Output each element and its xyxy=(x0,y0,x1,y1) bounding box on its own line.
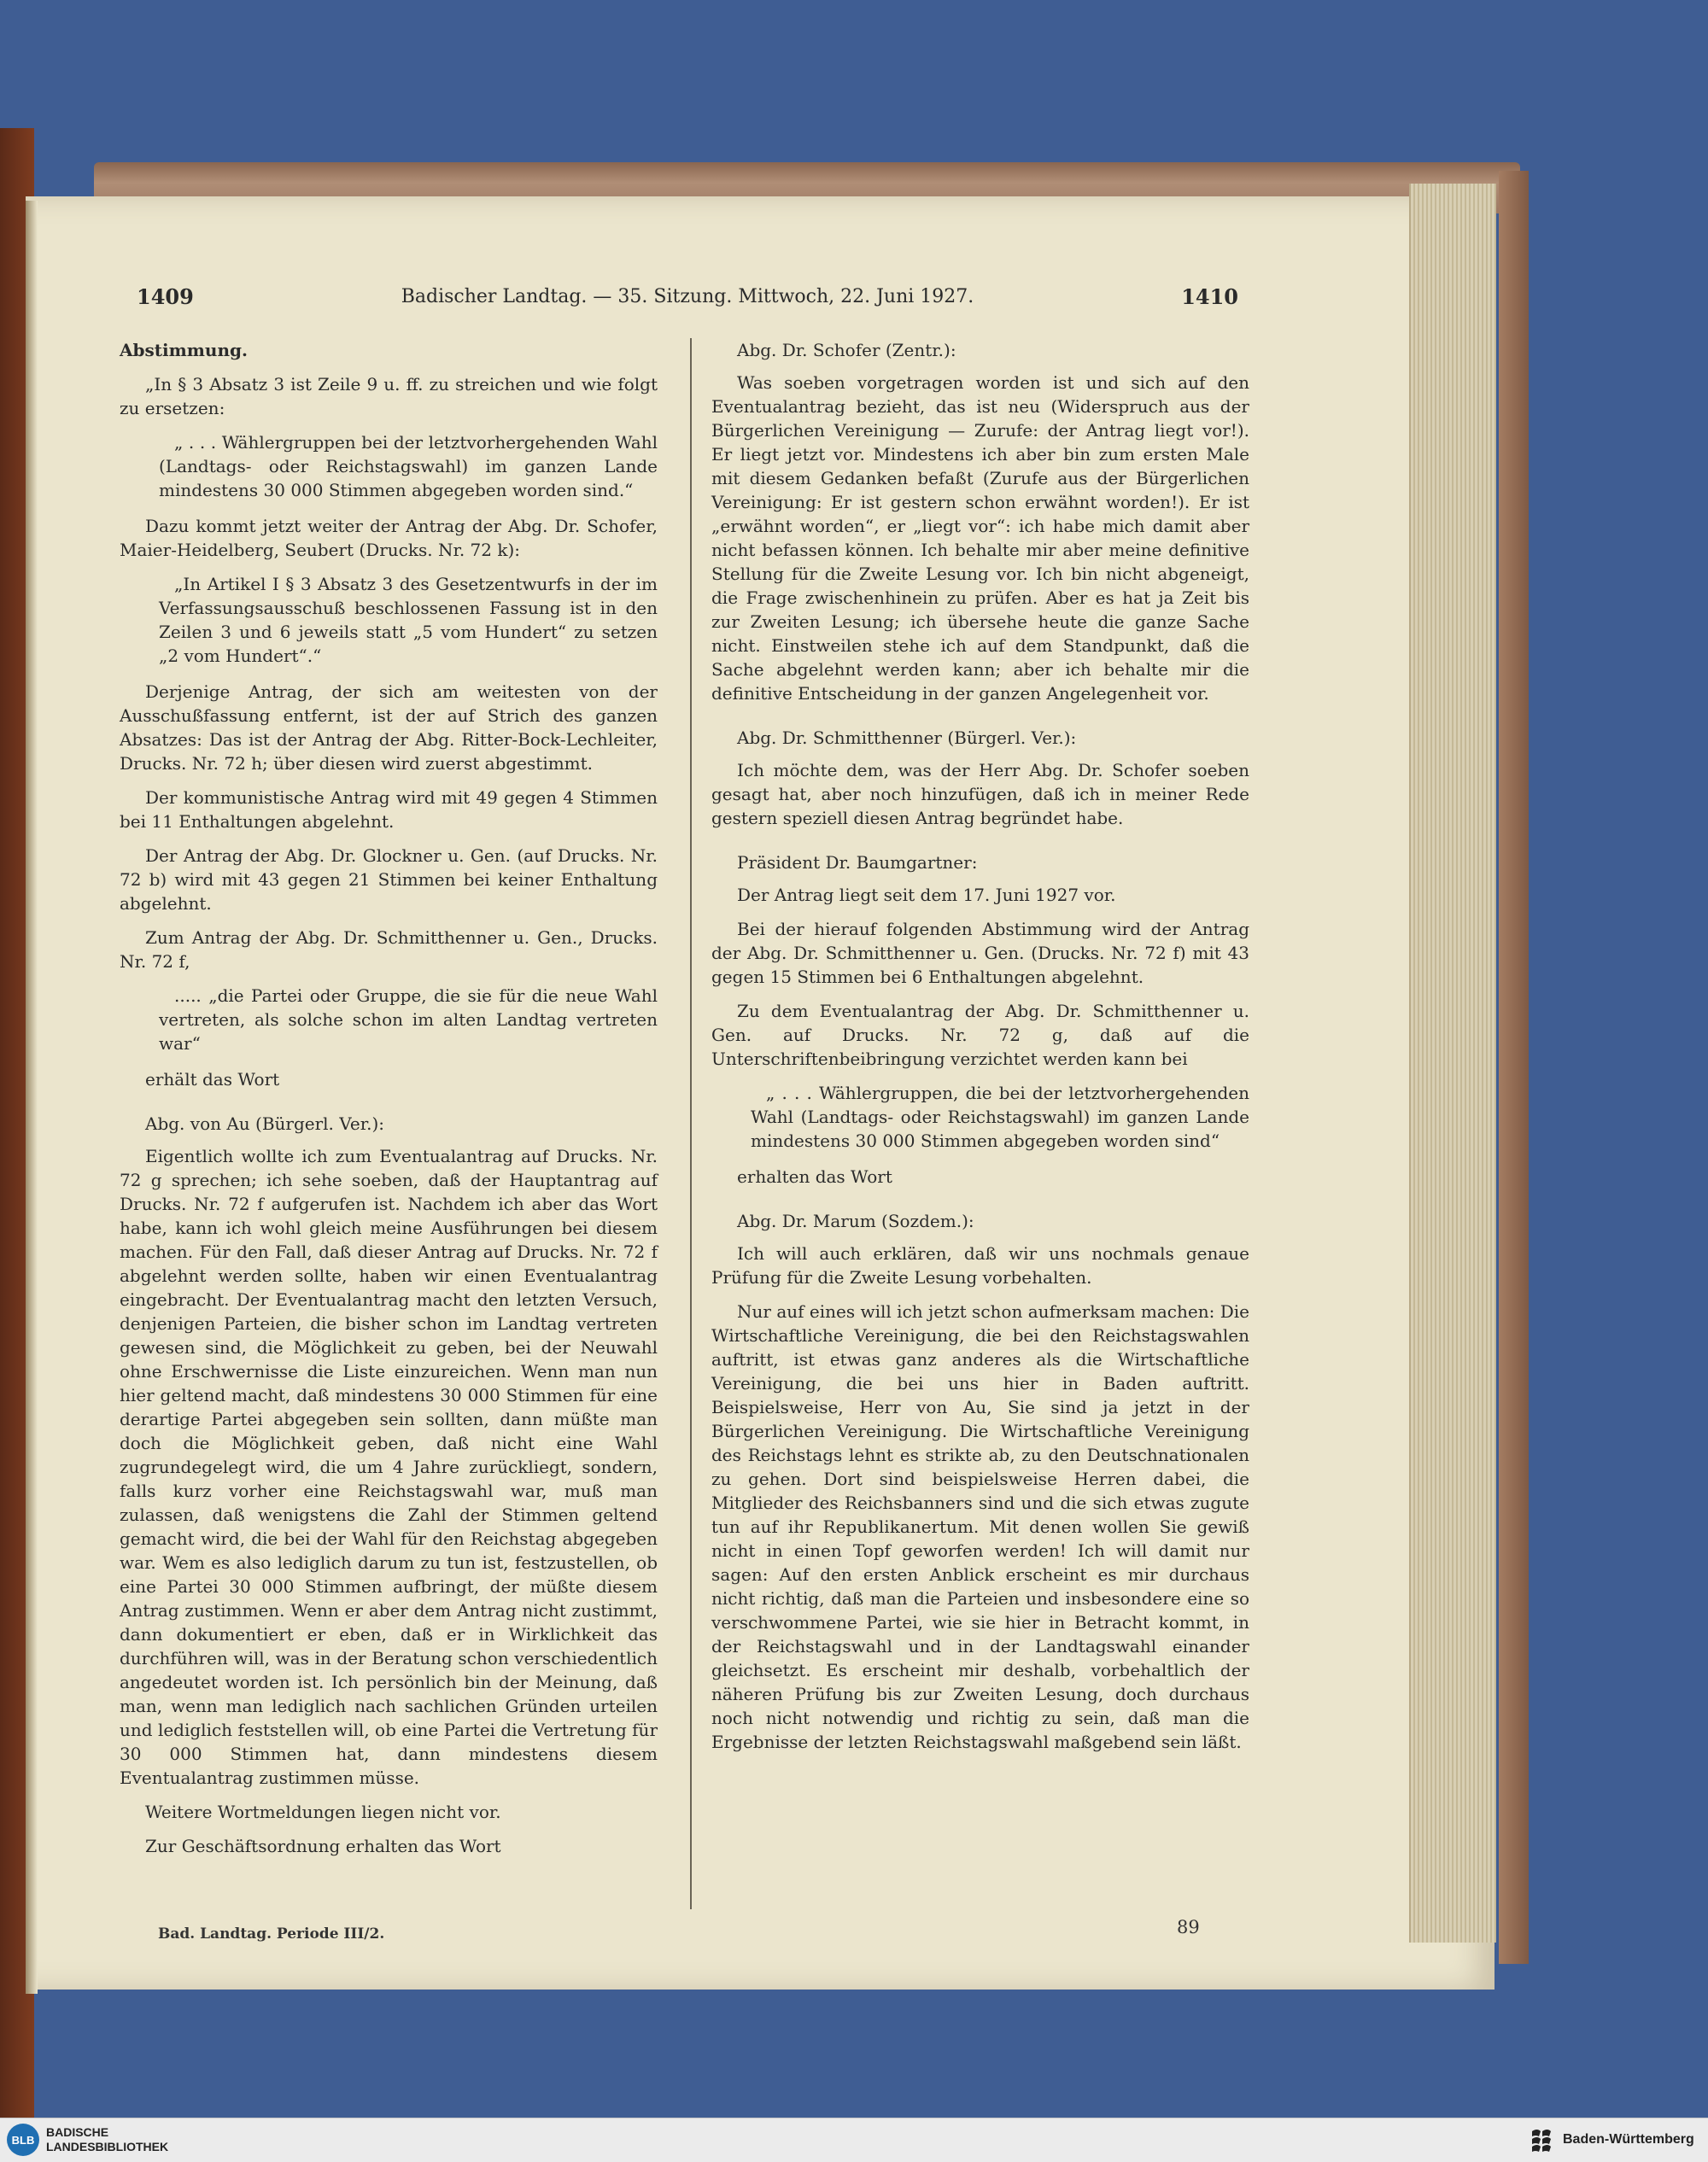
speaker-heading: Abg. Dr. Marum (Sozdem.): xyxy=(737,1211,974,1231)
speaker-heading: Abg. Dr. Schmitthenner (Bürgerl. Ver.): xyxy=(737,727,1077,748)
page-number-left: 1409 xyxy=(137,284,194,309)
paragraph: Der Antrag liegt seit dem 17. Juni 1927 vor. xyxy=(737,885,1116,905)
page-number-right: 1410 xyxy=(1181,284,1238,309)
blb-name-line1: BADISCHE xyxy=(46,2125,109,2139)
paragraph: Zum Antrag der Abg. Dr. Schmitthenner u. Gen., Drucks. Nr. 72 f, xyxy=(120,927,658,972)
footer-signature: Bad. Landtag. Periode III/2. xyxy=(158,1925,385,1943)
quote-block: „In Artikel I § 3 Absatz 3 des Gesetzentwurfs in der im Verfassungsausschuß beschlossenen Fassung ist in den Zeilen 3 und 6 jeweils statt „5 vom Hundert“ zu setzen „2 vom Hundert“.“ xyxy=(159,574,658,666)
paragraph: Der kommunistische Antrag wird mit 49 gegen 4 Stimmen bei 11 Enthaltungen abgelehnt. xyxy=(120,787,658,832)
right-column xyxy=(711,338,1249,1764)
blb-library-name[interactable] xyxy=(46,2125,168,2154)
section-heading: Abstimmung. xyxy=(120,340,248,360)
paragraph: Nur auf eines will ich jetzt schon aufmerksam machen: Die Wirtschaftliche Vereinigung, die bei den Reichstagswahlen auftritt, ist etwas ganz anderes als die Wirtschaftliche Vereinigung, die bei uns hier in Baden auftritt. Beispielsweise, Herr von Au, Sie sind ja jetzt in der Bürgerlichen Vereinigung. Die Wirtschaftliche Vereinigung des Reichstags lehnt es strikte ab, zu den Deutschnationalen zu gehen. Dort sind beispielsweise Herren dabei, die Mitglieder des Reichsbanners sind und die sich etwas zugute tun auf ihr Republikanertum. Mit denen wollen Sie gewiß nicht in einen Topf geworfen werden! Ich will damit nur sagen: Auf den ersten Anblick erscheint es mir durchaus nicht richtig, daß man die Parteien und insbesondere eine so verschwommene Partei, wie sie hier in Betracht kommt, in der Reichstagswahl und in der Landtagswahl einander gleichsetzt. Es erscheint mir deshalb, vorbehaltlich der näheren Prüfung bis zur Zweiten Lesung, doch durchaus noch nicht notwendig und richtig zu sein, daß man die Ergebnisse der letzten Reichstagswahl maßgebend sein läßt. xyxy=(711,1301,1249,1752)
blb-name-line2: LANDESBIBLIOTHEK xyxy=(46,2140,169,2153)
paragraph: erhält das Wort xyxy=(145,1069,280,1090)
footer-sheet-number: 89 xyxy=(1177,1917,1200,1937)
page-gutter xyxy=(26,201,38,1994)
running-title: Badischer Landtag. — 35. Sitzung. Mittwoch, 22. Juni 1927. xyxy=(401,286,974,307)
book-cover-right xyxy=(1499,171,1529,1964)
baden-wuerttemberg-lions-icon xyxy=(1529,2126,1554,2153)
paragraph: Weitere Wortmeldungen liegen nicht vor. xyxy=(145,1802,501,1822)
page-edges xyxy=(1409,184,1496,1943)
viewer-footer-bar xyxy=(0,2118,1708,2162)
paragraph: Was soeben vorgetragen worden ist und sich auf den Eventualantrag bezieht, das ist neu (Widerspruch aus der Bürgerlichen Vereinigung — Zurufe: der Antrag liegt vor!). Er liegt jetzt vor. Mindestens ich aber bin zum ersten Male mit diesem Gedanken befaßt (Zurufe aus der Bürgerlichen Vereinigung: Er ist gestern schon erwähnt worden!). Er ist „erwähnt worden“, er „liegt vor“: ich habe mich damit aber nicht befassen können. Ich behalte mir aber meine definitive Stellung für die Zweite Lesung vor. Ich bin nicht abgeneigt, die Frage zwischenhinein zu prüfen. Aber es hat ja Zeit bis zur Zweiten Lesung; ich übersehe heute die ganze Sache nicht. Einstweilen stehe ich auf dem Standpunkt, daß die Sache abgelehnt werden kann; aber ich behalte mir die definitive Entscheidung in der ganzen Angelegenheit vor. xyxy=(711,372,1249,704)
paragraph: Ich möchte dem, was der Herr Abg. Dr. Schofer soeben gesagt hat, aber noch hinzufügen, daß ich in meiner Rede gestern speziell diesen Antrag begründet habe. xyxy=(711,760,1249,828)
paragraph: Zu dem Eventualantrag der Abg. Dr. Schmitthenner u. Gen. auf Drucks. Nr. 72 g, daß auf die Unterschriftenbeibringung verzichtet werden kann bei xyxy=(711,1001,1249,1069)
page-header xyxy=(137,284,1238,318)
quote-block: „ . . . Wählergruppen bei der letztvorhergehenden Wahl (Landtags- oder Reichstagswahl) im ganzen Lande mindestens 30 000 Stimmen abgegeben worden sind.“ xyxy=(159,432,658,500)
speaker-heading: Abg. Dr. Schofer (Zentr.): xyxy=(737,340,956,360)
paragraph: Eigentlich wollte ich zum Eventualantrag auf Drucks. Nr. 72 g sprechen; ich sehe soeben, daß der Hauptantrag auf Drucks. Nr. 72 f aufgerufen ist. Nachdem ich aber das Wort habe, kann ich wohl gleich meine Ausführungen bei diesem machen. Für den Fall, daß dieser Antrag auf Drucks. Nr. 72 f abgelehnt werden sollte, haben wir einen Eventualantrag eingebracht. Der Eventualantrag macht den letzten Versuch, denjenigen Parteien, die bisher schon im Landtag vertreten gewesen sind, die Möglichkeit zu geben, bei der Neuwahl ohne Erschwernisse die Liste einzureichen. Wenn man nun hier geltend macht, daß mindestens 30 000 Stimmen für eine derartige Partei abgegeben sein sollten, dann müßte man doch die Möglichkeit geben, daß nicht eine Wahl zugrundegelegt wird, die um 4 Jahre zurückliegt, sondern, falls kurz vorher eine Reichstagswahl war, muß man zulassen, daß wenigstens die Zahl der Stimmen geltend gemacht wird, die bei der Wahl für den Reichstag abgegeben war. Wem es also lediglich darum zu tun ist, festzustellen, ob eine Partei 30 000 Stimmen aufbringt, der müßte diesem Antrag zustimmen. Wenn er aber dem Antrag nicht zustimmt, dann dokumentiert er eben, daß er in Wirklichkeit das durchführen will, was in der Beratung schon verschiedentlich angedeutet worden ist. Ich persönlich bin der Meinung, daß man, wenn man lediglich nach sachlichen Gründen urteilen und lediglich feststellen will, ob eine Partei die Vertretung für 30 000 Stimmen hat, dann mindestens diesem Eventualantrag zustimmen müsse. xyxy=(120,1146,658,1788)
baden-wuerttemberg-label[interactable]: Baden-Württemberg xyxy=(1563,2132,1694,2147)
quote-block: „ . . . Wählergruppen, die bei der letztvorhergehenden Wahl (Landtags- oder Reichstagswahl) im ganzen Lande mindestens 30 000 Stimmen abgegeben worden sind“ xyxy=(751,1083,1249,1151)
speaker-heading: Präsident Dr. Baumgartner: xyxy=(737,852,978,873)
column-divider xyxy=(690,338,692,1909)
left-column xyxy=(120,338,658,1868)
paragraph: Dazu kommt jetzt weiter der Antrag der Abg. Dr. Schofer, Maier-Heidelberg, Seubert (Drucks. Nr. 72 k): xyxy=(120,516,658,560)
quote-paragraph: „In § 3 Absatz 3 ist Zeile 9 u. ff. zu streichen und wie folgt zu ersetzen: xyxy=(120,374,658,418)
blb-logo-icon[interactable]: BLB xyxy=(7,2124,39,2156)
paragraph: Der Antrag der Abg. Dr. Glockner u. Gen. (auf Drucks. Nr. 72 b) wird mit 43 gegen 21 Stimmen bei keiner Enthaltung abgelehnt. xyxy=(120,845,658,914)
paragraph: Zur Geschäftsordnung erhalten das Wort xyxy=(145,1836,501,1856)
paragraph: Ich will auch erklären, daß wir uns nochmals genaue Prüfung für die Zweite Lesung vorbehalten. xyxy=(711,1243,1249,1288)
paragraph: Derjenige Antrag, der sich am weitesten von der Ausschußfassung entfernt, ist der auf Strich des ganzen Absatzes: Das ist der Antrag der Abg. Ritter-Bock-Lechleiter, Drucks. Nr. 72 h; über diesen wird zuerst abgestimmt. xyxy=(120,681,658,774)
paragraph: erhalten das Wort xyxy=(737,1166,892,1187)
quote-block: ..... „die Partei oder Gruppe, die sie für die neue Wahl vertreten, als solche schon im alten Landtag vertreten war“ xyxy=(159,985,658,1054)
speaker-heading: Abg. von Au (Bürgerl. Ver.): xyxy=(145,1113,384,1134)
paragraph: Bei der hierauf folgenden Abstimmung wird der Antrag der Abg. Dr. Schmitthenner u. Gen. (Drucks. Nr. 72 f) mit 43 gegen 15 Stimmen bei 6 Enthaltungen abgelehnt. xyxy=(711,919,1249,987)
